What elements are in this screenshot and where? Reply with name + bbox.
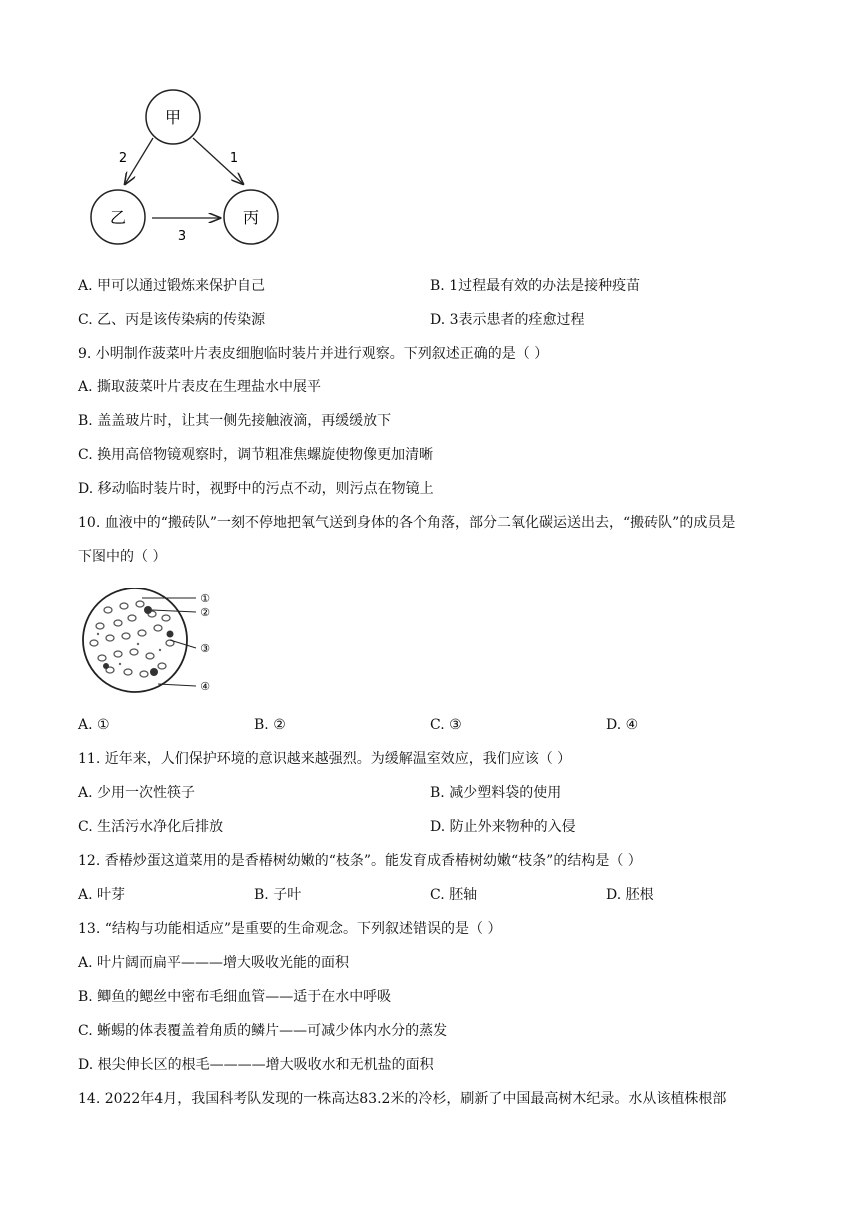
figure-label-2: ② [200,606,210,619]
q9-stem: 9. 小明制作菠菜叶片表皮细胞临时装片并进行观察。下列叙述正确的是（ ） [78,346,549,362]
q10-option-b: B. ② [254,717,286,733]
node-jia-label: 甲 [164,108,182,127]
q10-option-a: A. ① [78,717,110,733]
q13-option-b: B. 鲫鱼的鳃丝中密布毛细血管——适于在水中呼吸 [78,989,392,1005]
q12-stem: 12. 香椿炒蛋这道菜用的是香椿树幼嫩的“枝条”。能发育成香椿树幼嫩“枝条”的结构是（ ） [78,853,642,869]
q11-option-c: C. 生活污水净化后排放 [78,819,224,835]
q12-option-c: C. 胚轴 [430,887,478,903]
q10-option-d: D. ④ [606,717,639,733]
q9-option-c: C. 换用高倍物镜观察时，调节粗准焦螺旋使物像更加清晰 [78,447,434,463]
arrow-2 [125,138,153,184]
q12-option-a: A. 叶芽 [78,887,126,903]
q12-option-d: D. 胚根 [606,887,654,903]
q9-option-d: D. 移动临时装片时，视野中的污点不动，则污点在物镜上 [78,481,434,497]
node-bing-label: 丙 [242,208,260,227]
q10-stem-line2: 下图中的（ ） [78,549,167,565]
q8-option-d: D. 3表示患者的痊愈过程 [430,312,585,328]
figure-label-4: ④ [200,680,210,693]
q13-option-a: A. 叶片阔而扁平———增大吸收光能的面积 [78,955,350,971]
q11-option-d: D. 防止外来物种的入侵 [430,819,576,835]
node-yi-label: 乙 [109,208,127,227]
q13-option-d: D. 根尖伸长区的根毛————增大吸收水和无机盐的面积 [78,1057,434,1073]
q8-option-a: A. 甲可以通过锻炼来保护自己 [78,278,266,294]
q8-option-b: B. 1过程最有效的办法是接种疫苗 [430,278,641,294]
q11-option-a: A. 少用一次性筷子 [78,785,196,801]
q12-option-b: B. 子叶 [254,887,302,903]
q9-option-a: A. 撕取菠菜叶片表皮在生理盐水中展平 [78,379,322,395]
infection-diagram [80,80,300,255]
arrow-3-label: 3 [177,229,187,244]
q9-option-b: B. 盖盖玻片时，让其一侧先接触液滴，再缓缓放下 [78,413,392,429]
q13-option-c: C. 蜥蜴的体表覆盖着角质的鳞片——可减少体内水分的蒸发 [78,1023,448,1039]
q10-stem-line1: 10. 血液中的“搬砖队”一刻不停地把氧气送到身体的各个角落，部分二氧化碳运送出去，“搬砖队”的成员是 [78,515,736,531]
figure-label-1: ① [200,592,210,605]
q14-stem: 14. 2022年4月，我国科考队发现的一株高达83.2米的冷杉，刷新了中国最高树木纪录。水从该植株根部 [78,1091,727,1107]
q8-option-c: C. 乙、丙是该传染病的传染源 [78,312,266,328]
q11-option-b: B. 减少塑料袋的使用 [430,785,562,801]
figure-label-3: ③ [200,642,210,655]
blood-smear-figure [80,588,220,698]
arrow-2-label: 2 [118,151,128,166]
q11-stem: 11. 近年来，人们保护环境的意识越来越强烈。为缓解温室效应，我们应该（ ） [78,751,572,767]
q10-option-c: C. ③ [430,717,462,733]
q13-stem: 13. “结构与功能相适应”是重要的生命观念。下列叙述错误的是（ ） [78,921,502,937]
arrow-1-label: 1 [229,151,239,166]
